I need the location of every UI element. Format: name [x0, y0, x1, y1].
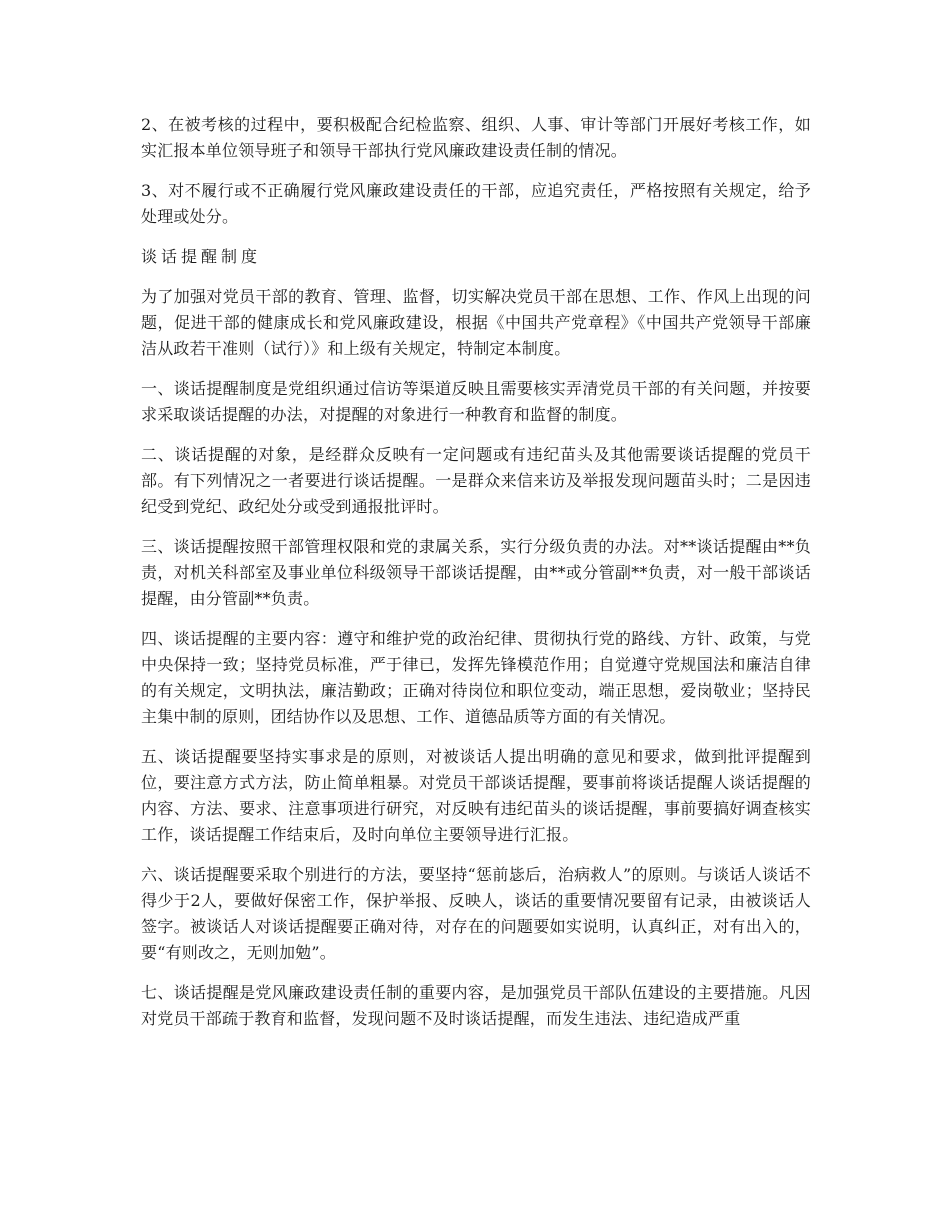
paragraph-article-7: 七、谈话提醒是党风廉政建设责任制的重要内容，是加强党员干部队伍建设的主要措施。凡因对党员干部疏于教育和监督，发现问题不及时谈话提醒，而发生违法、违纪造成严重 — [141, 983, 811, 1028]
paragraph-preamble: 为了加强对党员干部的教育、管理、监督，切实解决党员干部在思想、工作、作风上出现的问题，促进干部的健康成长和党风廉政建设，根据《中国共产党章程》《中国共产党领导干部廉洁从政若干准则（试行）》和上级有关规定，特制定本制度。 — [141, 287, 811, 358]
paragraph-assessment-cooperation: 2、在被考核的过程中，要积极配合纪检监察、组织、人事、审计等部门开展好考核工作，如实汇报本单位领导班子和领导干部执行党风廉政建设责任制的情况。 — [141, 115, 811, 160]
paragraph-article-4: 四、谈话提醒的主要内容：遵守和维护党的政治纪律、贯彻执行党的路线、方针、政策，与党中央保持一致；坚持党员标准，严于律已，发挥先锋模范作用；自觉遵守党规国法和廉洁自律的有关规定，文明执法，廉洁勤政；正确对待岗位和职位变动，端正思想，爱岗敬业；坚持民主集中制的原则，团结协作以及思想、工作、道德品质等方面的有关情况。 — [141, 629, 811, 726]
section-heading: 谈话提醒制度 — [141, 247, 262, 266]
paragraph-article-2: 二、谈话提醒的对象，是经群众反映有一定问题或有违纪苗头及其他需要谈话提醒的党员干部。有下列情况之一者要进行谈话提醒。一是群众来信来访及举报发现问题苗头时；二是因违纪受到党纪、政纪处分或受到通报批评时。 — [141, 445, 811, 516]
document-page — [141, 112, 811, 1046]
paragraph-accountability: 3、对不履行或不正确履行党风廉政建设责任的干部，应追究责任，严格按照有关规定，给予处理或处分。 — [141, 181, 811, 226]
paragraph-article-5: 五、谈话提醒要坚持实事求是的原则，对被谈话人提出明确的意见和要求，做到批评提醒到位，要注意方式方法，防止简单粗暴。对党员干部谈话提醒，要事前将谈话提醒人谈话提醒的内容、方法、要求、注意事项进行研究，对反映有违纪苗头的谈话提醒，事前要搞好调查核实工作，谈话提醒工作结束后，及时向单位主要领导进行汇报。 — [141, 747, 811, 844]
paragraph-article-3: 三、谈话提醒按照干部管理权限和党的隶属关系，实行分级负责的办法。对**谈话提醒由**负责，对机关科部室及事业单位科级领导干部谈话提醒，由**或分管副**负责，对一般干部谈话提醒，由分管副**负责。 — [141, 537, 811, 608]
paragraph-article-6: 六、谈话提醒要采取个别进行的方法，要坚持“惩前毖后，治病救人”的原则。与谈话人谈话不得少于2人，要做好保密工作，保护举报、反映人，谈话的重要情况要留有记录，由被谈话人签字。被谈话人对谈话提醒要正确对待，对存在的问题要如实说明，认真纠正，对有出入的，要“有则改之，无则加勉”。 — [141, 865, 811, 962]
paragraph-article-1: 一、谈话提醒制度是党组织通过信访等渠道反映且需要核实弄清党员干部的有关问题，并按要求采取谈话提醒的办法，对提醒的对象进行一种教育和监督的制度。 — [141, 379, 811, 424]
